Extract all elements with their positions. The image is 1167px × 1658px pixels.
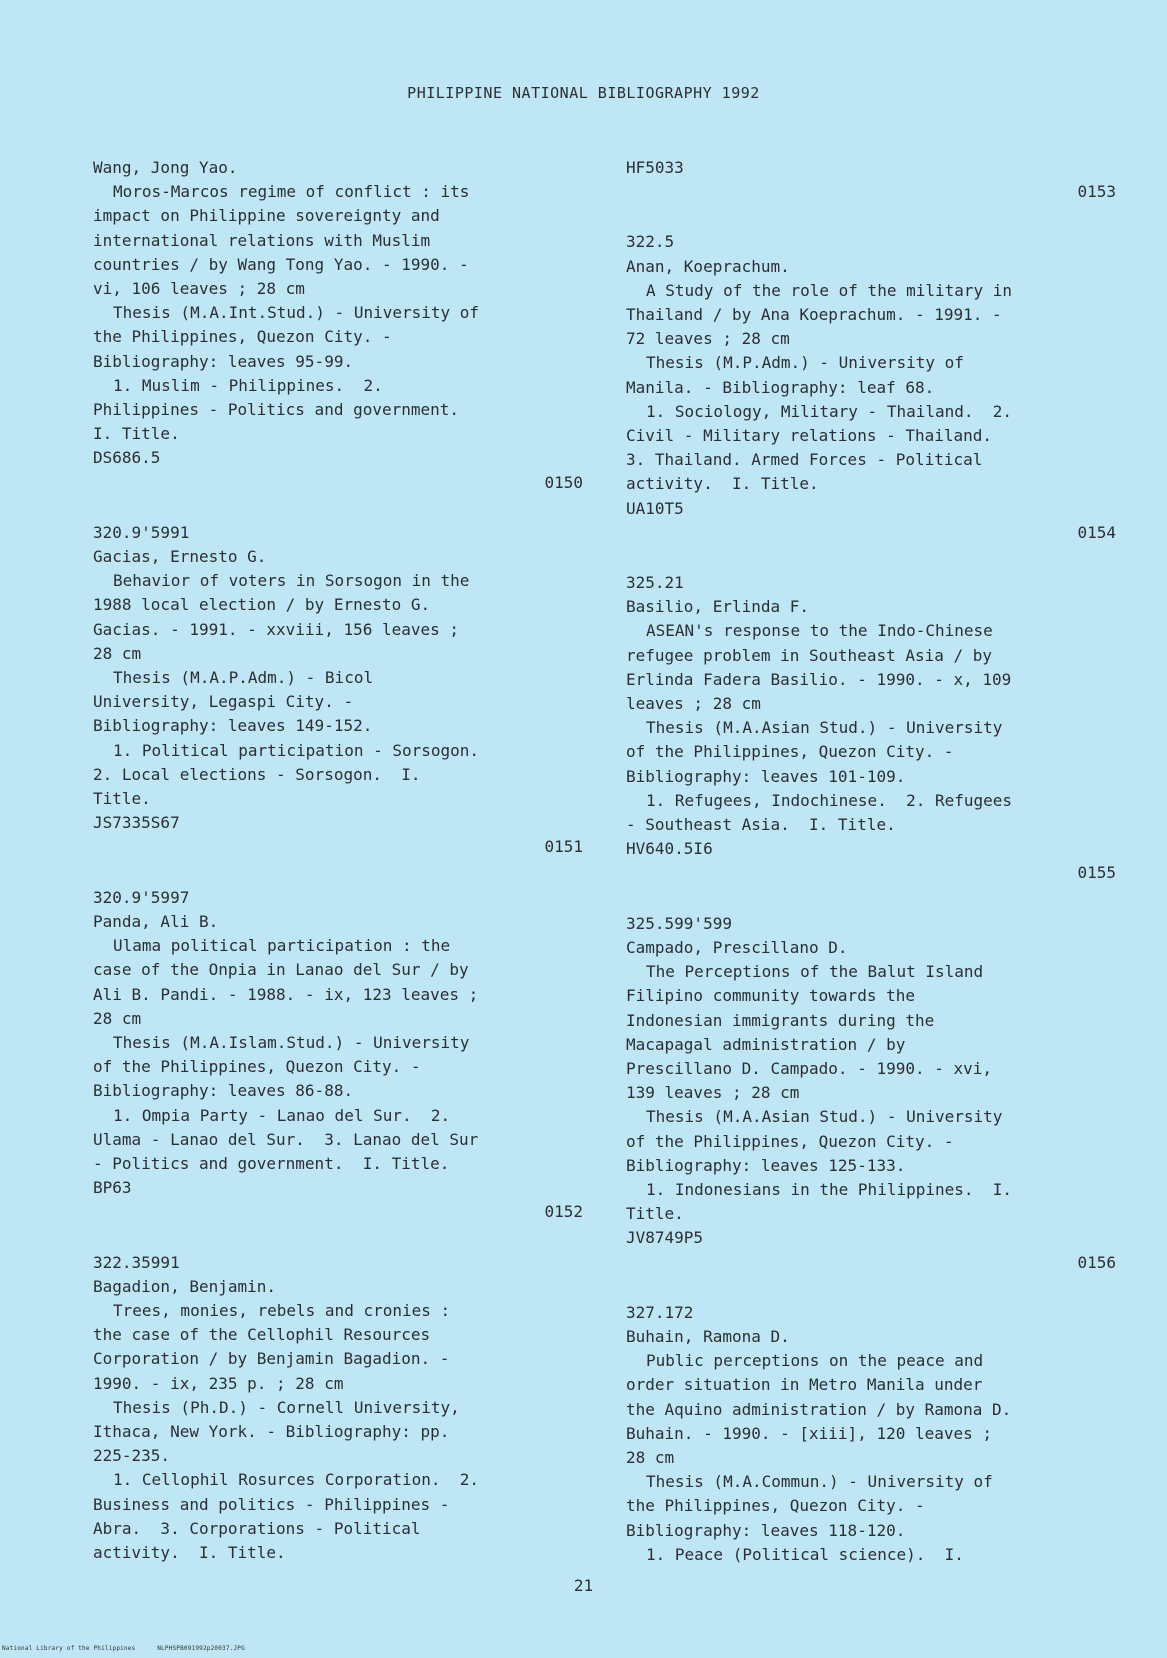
entry-number: 0156 [1077, 1252, 1116, 1272]
entry-line: Title. [626, 1204, 684, 1224]
entry-line: Business and politics - Philippines - [93, 1494, 450, 1514]
scan-footer [2, 1645, 263, 1652]
left-column [93, 156, 583, 1565]
entry-line: Ulama political participation : the [113, 936, 451, 956]
entry-line: of the Philippines, Quezon City. - [626, 742, 954, 762]
entry-line: Bibliography: leaves 149-152. [93, 716, 373, 736]
bibliography-entry [626, 156, 1116, 204]
entry-line: activity. I. Title. [93, 1542, 286, 1562]
entry-line: Thesis (M.A.Int.Stud.) - University of [113, 303, 480, 323]
entry-line: leaves ; 28 cm [626, 694, 761, 714]
entry-line: 28 cm [93, 643, 142, 663]
entry-line: Bibliography: leaves 101-109. [626, 766, 906, 786]
entry-line: ASEAN's response to the Indo-Chinese [646, 621, 993, 641]
entry-line: 1990. - ix, 235 p. ; 28 cm [93, 1373, 344, 1393]
entry-line: activity. I. Title. [626, 474, 819, 494]
entry-line: JS7335S67 [93, 813, 180, 833]
entry-line: 1. Ompia Party - Lanao del Sur. 2. [113, 1105, 451, 1125]
entry-line: 139 leaves ; 28 cm [626, 1083, 800, 1103]
bibliography-entry [626, 230, 1116, 545]
entry-line: Campado, Prescillano D. [626, 937, 848, 957]
class-number: 327.172 [626, 1302, 694, 1322]
entry-line: BP63 [93, 1178, 132, 1198]
entry-line: refugee problem in Southeast Asia / by [626, 645, 993, 665]
entry-line: Public perceptions on the peace and [646, 1351, 984, 1371]
entry-line: Moros-Marcos regime of conflict : its [113, 182, 470, 202]
entry-line: the case of the Cellophil Resources [93, 1325, 431, 1345]
entry-line: Thesis (M.A.Asian Stud.) - University [646, 718, 1003, 738]
entry-line: Ulama - Lanao del Sur. 3. Lanao del Sur [93, 1129, 479, 1149]
entry-line: case of the Onpia in Lanao del Sur / by [93, 960, 469, 980]
entry-line: Gacias. - 1991. - xxviii, 156 leaves ; [93, 619, 460, 639]
entry-line: DS686.5 [93, 448, 161, 468]
entry-line: the Philippines, Quezon City. - [626, 1496, 925, 1516]
entry-line: of the Philippines, Quezon City. - [93, 1057, 421, 1077]
entry-line: Indonesian immigrants during the [626, 1010, 935, 1030]
entry-line: Erlinda Fadera Basilio. - 1990. - x, 109 [626, 669, 1012, 689]
entry-line: Thesis (M.P.Adm.) - University of [646, 353, 964, 373]
class-number: 322.35991 [93, 1252, 180, 1272]
entry-line: 1. Peace (Political science). I. [646, 1544, 964, 1564]
bibliography-entry [93, 1251, 583, 1566]
class-number: 320.9'5991 [93, 522, 190, 542]
entry-line: Filipino community towards the [626, 986, 915, 1006]
bibliography-entry [626, 1301, 1116, 1567]
entry-number: 0151 [544, 837, 583, 857]
entry-line: Bibliography: leaves 86-88. [93, 1081, 354, 1101]
entry-line: Thesis (M.A.Islam.Stud.) - University [113, 1032, 470, 1052]
entry-line: Manila. - Bibliography: leaf 68. [626, 377, 935, 397]
entry-line: Thesis (M.A.P.Adm.) - Bicol [113, 668, 374, 688]
entry-line: - Southeast Asia. I. Title. [626, 815, 896, 835]
entry-line: Buhain. - 1990. - [xiii], 120 leaves ; [626, 1423, 993, 1443]
entry-line: Bibliography: leaves 95-99. [93, 351, 354, 371]
entry-line: Thesis (M.A.Commun.) - University of [646, 1472, 993, 1492]
entry-line: international relations with Muslim [93, 230, 431, 250]
footer-file: NLPHSPB091992p20037.JPG [157, 1645, 245, 1652]
entry-line: Ithaca, New York. - Bibliography: pp. [93, 1421, 450, 1441]
entry-line: I. Title. [93, 424, 180, 444]
entry-line: 1988 local election / by Ernesto G. [93, 595, 431, 615]
class-number: 320.9'5997 [93, 887, 190, 907]
entry-line: 1. Cellophil Rosurces Corporation. 2. [113, 1470, 480, 1490]
page-number: 21 [573, 1576, 594, 1595]
entry-line: the Philippines, Quezon City. - [93, 327, 392, 347]
entry-line: UA10T5 [626, 498, 684, 518]
entry-line: 1. Refugees, Indochinese. 2. Refugees [646, 790, 1013, 810]
class-number: 322.5 [626, 232, 675, 252]
right-column [626, 156, 1116, 1567]
entry-line: Title. [93, 789, 151, 809]
entry-line: Prescillano D. Campado. - 1990. - xvi, [626, 1058, 993, 1078]
entry-line: Trees, monies, rebels and cronies : [113, 1300, 451, 1320]
entry-line: The Perceptions of the Balut Island [646, 962, 984, 982]
bibliography-entry [626, 571, 1116, 886]
entry-line: 72 leaves ; 28 cm [626, 329, 790, 349]
entry-line: 3. Thailand. Armed Forces - Political [626, 450, 983, 470]
entry-line: HF5033 [626, 158, 684, 177]
bibliography-entry [93, 886, 583, 1225]
entry-number: 0150 [544, 472, 583, 492]
entry-number: 0152 [544, 1202, 583, 1222]
entry-line: 225-235. [93, 1446, 171, 1466]
entry-line: 1. Political participation - Sorsogon. [113, 740, 480, 760]
footer-library: National Library of the Philippines [2, 1645, 136, 1652]
entry-line: 28 cm [626, 1447, 675, 1467]
bibliography-entry [626, 912, 1116, 1275]
entry-line: JV8749P5 [626, 1228, 704, 1248]
entry-line: countries / by Wang Tong Yao. - 1990. - [93, 254, 469, 274]
bibliography-entry [93, 521, 583, 860]
entry-line: of the Philippines, Quezon City. - [626, 1131, 954, 1151]
entry-line: Civil - Military relations - Thailand. [626, 426, 993, 446]
entry-line: Basilio, Erlinda F. [626, 597, 810, 617]
entry-line: 28 cm [93, 1008, 142, 1028]
entry-line: 2. Local elections - Sorsogon. I. [93, 764, 421, 784]
entry-line: 1. Indonesians in the Philippines. I. [646, 1179, 1013, 1199]
bibliography-entry [93, 156, 583, 495]
class-number: 325.599'599 [626, 913, 732, 933]
entry-line: Philippines - Politics and government. [93, 400, 460, 420]
entry-line: Thesis (M.A.Asian Stud.) - University [646, 1107, 1003, 1127]
entry-line: order situation in Metro Manila under [626, 1375, 983, 1395]
entry-line: Bibliography: leaves 125-133. [626, 1155, 906, 1175]
entry-line: Abra. 3. Corporations - Political [93, 1518, 421, 1538]
entry-line: Bagadion, Benjamin. [93, 1276, 277, 1296]
entry-line: Thailand / by Ana Koeprachum. - 1991. - [626, 305, 1002, 325]
entry-line: - Politics and government. I. Title. [93, 1153, 450, 1173]
entry-line: vi, 106 leaves ; 28 cm [93, 279, 305, 299]
entry-number: 0153 [1077, 182, 1116, 202]
entry-line: 1. Muslim - Philippines. 2. [113, 375, 383, 395]
entry-line: the Aquino administration / by Ramona D. [626, 1399, 1012, 1419]
entry-line: University, Legaspi City. - [93, 692, 354, 712]
entry-number: 0155 [1077, 863, 1116, 883]
entry-line: Thesis (Ph.D.) - Cornell University, [113, 1397, 460, 1417]
entry-line: Panda, Ali B. [93, 911, 219, 931]
entry-line: Bibliography: leaves 118-120. [626, 1520, 906, 1540]
entry-line: 1. Sociology, Military - Thailand. 2. [646, 401, 1013, 421]
entry-line: Buhain, Ramona D. [626, 1326, 790, 1346]
entry-line: A Study of the role of the military in [646, 280, 1013, 300]
entry-line: HV640.5I6 [626, 839, 713, 859]
page-header: PHILIPPINE NATIONAL BIBLIOGRAPHY 1992 [407, 84, 760, 102]
entry-line: Wang, Jong Yao. [93, 158, 238, 177]
entry-line: Gacias, Ernesto G. [93, 547, 267, 567]
entry-line: Anan, Koeprachum. [626, 256, 790, 276]
entry-line: impact on Philippine sovereignty and [93, 206, 440, 226]
entry-line: Macapagal administration / by [626, 1034, 906, 1054]
entry-line: Behavior of voters in Sorsogon in the [113, 571, 470, 591]
entry-line: Corporation / by Benjamin Bagadion. - [93, 1349, 450, 1369]
entry-number: 0154 [1077, 522, 1116, 542]
class-number: 325.21 [626, 573, 684, 593]
entry-line: Ali B. Pandi. - 1988. - ix, 123 leaves ; [93, 984, 479, 1004]
